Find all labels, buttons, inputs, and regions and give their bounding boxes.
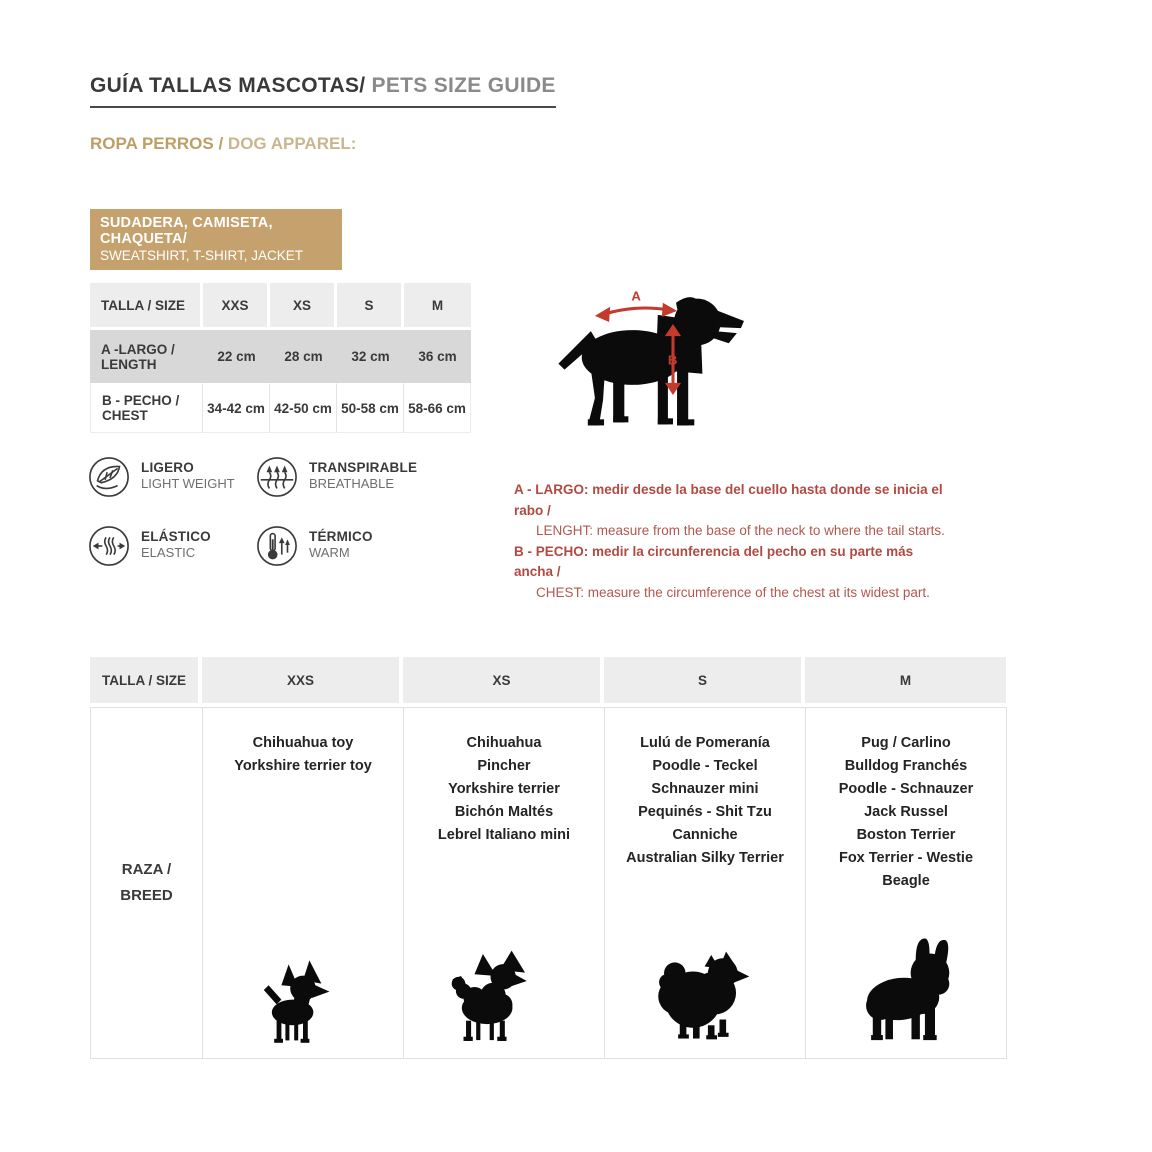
french-bulldog-silhouette-icon [845, 935, 967, 1046]
breed-name: Schnauzer mini [651, 781, 759, 797]
breed-cell-xxs [203, 707, 404, 1059]
size-table-header-s: S [337, 283, 404, 330]
size-measurement-table [90, 283, 471, 433]
feature-name-es: TÉRMICO [309, 529, 373, 544]
subtitle-english: DOG APPAREL: [227, 134, 357, 153]
dog-measurement-diagram [528, 280, 746, 438]
breed-cell-xs [404, 707, 605, 1059]
breed-name: Yorkshire terrier toy [234, 758, 372, 774]
feature-name-en: LIGHT WEIGHT [141, 476, 235, 491]
breed-row-label-en: BREED [120, 887, 173, 904]
subtitle-spanish: ROPA PERROS / [90, 134, 228, 153]
breed-name: Pequinés - Shit Tzu [638, 804, 772, 820]
breed-name: Chihuahua [466, 735, 542, 751]
breed-cell-s [605, 707, 806, 1059]
pomeranian-silhouette-icon [645, 945, 765, 1046]
dog-slot [259, 958, 347, 1046]
breed-row-label-cell [91, 707, 203, 1059]
breed-name: Bulldog Franchés [844, 758, 968, 774]
length-arrow-label: A [631, 288, 641, 304]
elastic-icon [88, 525, 130, 567]
feather-hand-icon [88, 456, 130, 498]
length-value-xxs: 22 cm [203, 330, 270, 383]
length-row-label: A -LARGO / LENGTH [90, 330, 203, 383]
breed-name: Pug / Carlino [861, 735, 951, 751]
breed-name: Chihuahua toy [252, 735, 354, 751]
size-table-header-xs: XS [270, 283, 337, 330]
dog-slot [845, 935, 967, 1046]
length-value-xs: 28 cm [270, 330, 337, 383]
section-subtitle [90, 134, 356, 154]
breed-name: Boston Terrier [856, 827, 956, 843]
breed-list-xs [438, 732, 570, 847]
breed-name: Lulú de Pomeranía [640, 735, 770, 751]
feature-name-es: ELÁSTICO [141, 529, 211, 544]
chest-value-m: 58-66 cm [404, 383, 471, 433]
page-title-spanish: GUÍA TALLAS MASCOTAS/ [90, 74, 366, 97]
garment-category-box [90, 209, 342, 270]
garment-category-spanish: SUDADERA, CAMISETA, CHAQUETA/ [100, 215, 273, 247]
size-table-header-talla: TALLA / SIZE [90, 283, 203, 330]
feature-breathable [256, 456, 417, 498]
breed-name: Jack Russel [864, 804, 948, 820]
chest-row-label: B - PECHO / CHEST [90, 383, 203, 433]
feature-name-es: TRANSPIRABLE [309, 460, 418, 475]
labrador-silhouette [558, 297, 744, 425]
breed-name: Yorkshire terrier [448, 781, 560, 797]
fabric-features [88, 456, 417, 567]
breed-header-xs: XS [403, 657, 604, 703]
breed-name: Fox Terrier - Westie [838, 850, 974, 866]
dog-slot [449, 949, 559, 1046]
length-value-s: 32 cm [337, 330, 404, 383]
breed-row-label-es: RAZA / [121, 861, 172, 878]
breed-header-s: S [604, 657, 805, 703]
feature-name-en: WARM [309, 545, 350, 560]
chihuahua-silhouette-icon [259, 958, 347, 1046]
breed-name: Pincher [477, 758, 531, 774]
page-title-english: PETS SIZE GUIDE [365, 74, 556, 97]
chest-value-xxs: 34-42 cm [203, 383, 270, 433]
breed-name: Lebrel Italiano mini [437, 827, 571, 843]
breathable-icon [256, 456, 298, 498]
thermometer-icon [256, 525, 298, 567]
size-table-header-xxs: XXS [203, 283, 270, 330]
chest-arrow-label: B [667, 352, 678, 368]
breed-name: Beagle [882, 873, 930, 889]
length-instruction-en: LENGHT: measure from the base of the neck to where the tail starts. [536, 523, 945, 538]
length-instruction-es: A - LARGO: medir desde la base del cuello hasta donde se inicia el rabo / [514, 482, 943, 518]
breed-name: Poodle - Teckel [652, 758, 758, 774]
chest-instruction-es: B - PECHO: medir la circunferencia del pecho en su parte más ancha / [514, 543, 914, 579]
breed-size-table [90, 657, 1006, 1059]
measuring-instructions [514, 480, 954, 603]
garment-category-english: SWEATSHIRT, T-SHIRT, JACKET [100, 248, 304, 263]
page-title [90, 74, 556, 108]
feature-warm [256, 525, 417, 567]
feature-labels [309, 460, 417, 491]
feature-name-es: LIGERO [141, 460, 194, 475]
feature-elastic [88, 525, 256, 567]
chest-value-xs: 42-50 cm [270, 383, 337, 433]
breed-name: Australian Silky Terrier [626, 850, 784, 866]
chest-value-s: 50-58 cm [337, 383, 404, 433]
feature-name-en: ELASTIC [141, 545, 196, 560]
feature-name-en: BREATHABLE [309, 476, 395, 491]
breed-name: Poodle - Schnauzer [838, 781, 974, 797]
chest-instruction-en: CHEST: measure the circumference of the chest at its widest part. [536, 584, 930, 600]
feature-lightweight [88, 456, 256, 498]
breed-header-xxs: XXS [202, 657, 403, 703]
size-table-header-m: M [404, 283, 471, 330]
breed-header-m: M [805, 657, 1006, 703]
breed-list-m [839, 732, 974, 893]
dog-slot [645, 945, 765, 1046]
feature-labels [141, 529, 211, 560]
breed-header-talla: TALLA / SIZE [90, 657, 202, 703]
feature-labels [309, 529, 373, 560]
breed-table-body [90, 707, 1006, 1059]
breed-cell-m [806, 707, 1007, 1059]
longhair-chihuahua-silhouette-icon [449, 949, 559, 1046]
breed-table-header [90, 657, 1006, 703]
length-value-m: 36 cm [404, 330, 471, 383]
breed-list-xxs [234, 732, 372, 778]
feature-labels [141, 460, 235, 491]
breed-list-s [626, 732, 784, 870]
breed-name: Canniche [672, 827, 738, 843]
breed-name: Bichón Maltés [454, 804, 554, 820]
